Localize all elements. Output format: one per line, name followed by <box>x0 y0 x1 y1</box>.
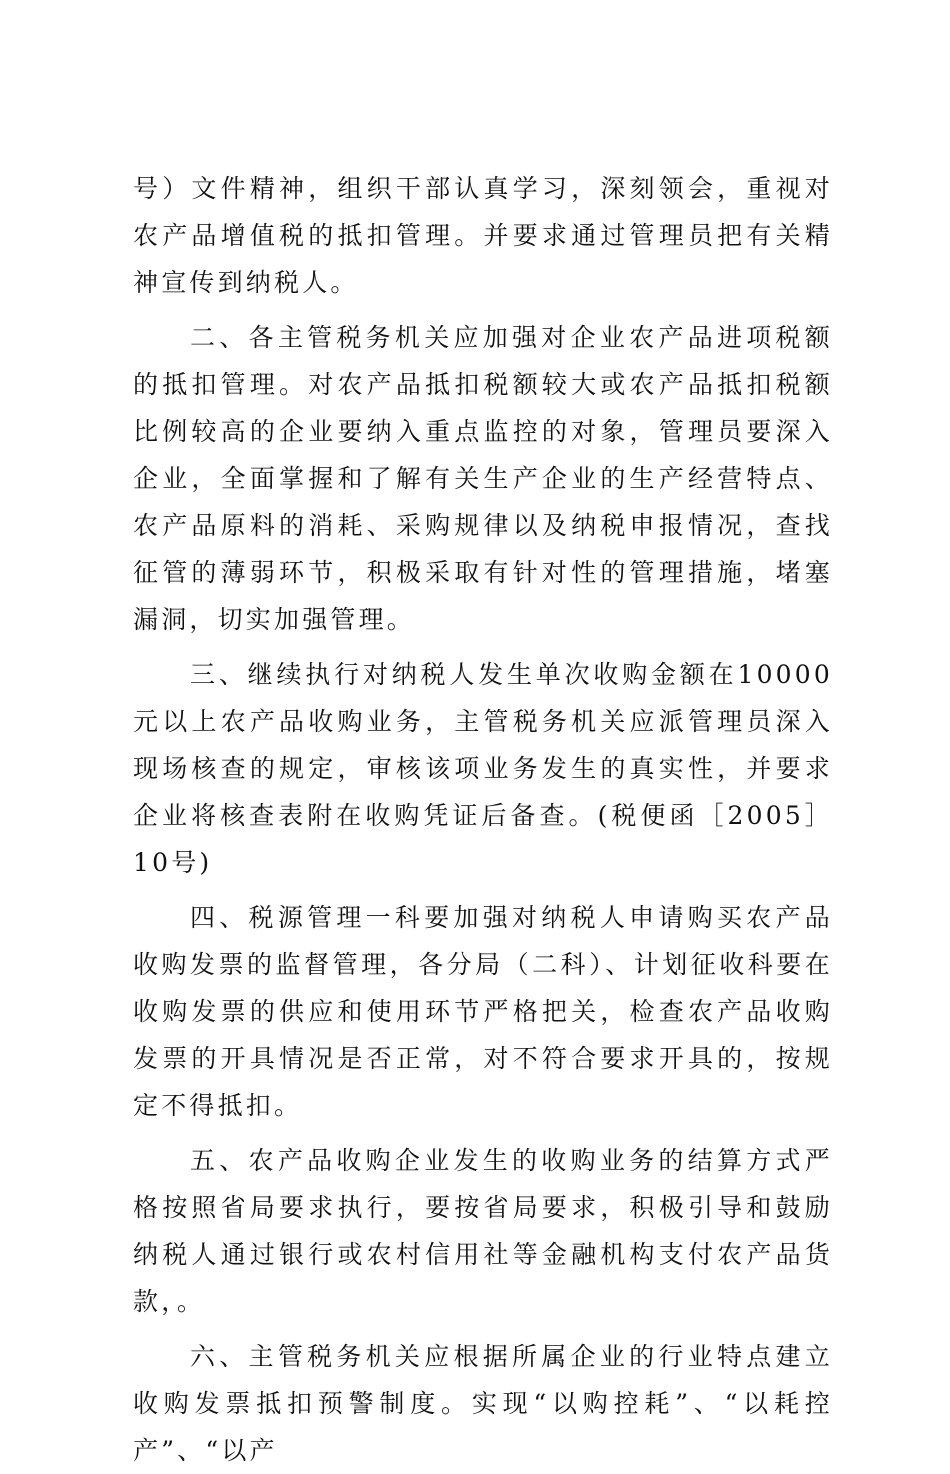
paragraph-item-3: 三、继续执行对纳税人发生单次收购金额在10000元以上农产品收购业务，主管税务机关应派管理员深入现场核查的规定，审核该项业务发生的真实性，并要求企业将核查表附在收购凭证后备查。(税便函［2005］10号) <box>133 660 833 877</box>
paragraph-continuation: 号）文件精神，组织干部认真学习，深刻领会，重视对农产品增值税的抵扣管理。并要求通过管理员把有关精神宣传到纳税人。 <box>133 174 833 297</box>
document-body <box>133 165 833 1474</box>
paragraph-item-6: 六、主管税务机关应根据所属企业的行业特点建立收购发票抵扣预警制度。实现“以购控耗”、“以耗控产”、“以产 <box>133 1342 833 1465</box>
paragraph-item-2: 二、各主管税务机关应加强对企业农产品进项税额的抵扣管理。对农产品抵扣税额较大或农产品抵扣税额比例较高的企业要纳入重点监控的对象，管理员要深入企业，全面掌握和了解有关生产企业的生产经营特点、农产品原料的消耗、采购规律以及纳税申报情况，查找征管的薄弱环节，积极采取有针对性的管理措施，堵塞漏洞，切实加强管理。 <box>133 323 833 634</box>
paragraph-item-4: 四、税源管理一科要加强对纳税人申请购买农产品收购发票的监督管理，各分局（二科）、计划征收科要在收购发票的供应和使用环节严格把关，检查农产品收购发票的开具情况是否正常，对不符合要求开具的，按规定不得抵扣。 <box>133 903 833 1120</box>
paragraph-item-5: 五、农产品收购企业发生的收购业务的结算方式严格按照省局要求执行，要按省局要求，积极引导和鼓励纳税人通过银行或农村信用社等金融机构支付农产品货款，。 <box>133 1146 833 1316</box>
